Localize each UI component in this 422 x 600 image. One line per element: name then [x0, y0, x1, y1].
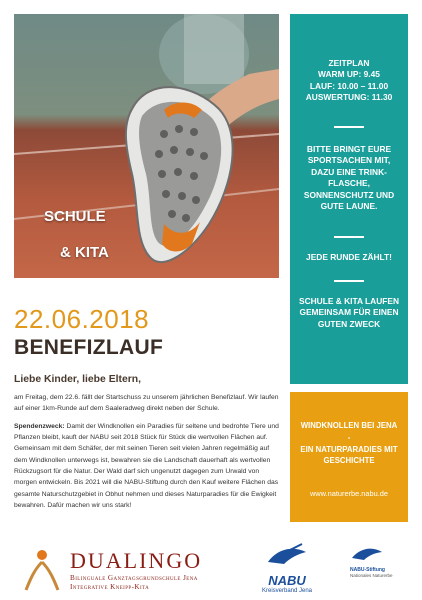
dualingo-subtitle — [70, 574, 198, 592]
schedule-heading: ZEITPLAN — [328, 58, 370, 68]
donation-paragraph — [14, 421, 282, 512]
divider — [334, 126, 364, 128]
every-lap-note: JEDE RUNDE ZÄHLT! — [306, 252, 392, 262]
donation-text: Damit der Windknollen ein Paradies für seltene und bedrohte Tiere und Pflanzen bleibt, kauft der NABU seit 2018 Stück für Stück die wertvollen Flächen auf. Gemeinsam mit dem Schäfer, der mit seinen Tieren seit vielen Jahren regelmäßig auf dem Windknollen unterwegs ist, bewahren sie die Landschaft dauerhaft als wertvollen Rückzugsort für die Natur. Der Wald darf sich ungenutzt dagegen zum Urwald von morgen entwickeln. Bis 2021 will die NABU-Stiftung durch den Kauf weitere Flächen das gesamte Naturschutzgebiet in Obhut nehmen und dieses Naturparadies für die Ewigkeit bewahren. Dafür machen wir uns stark! — [14, 422, 279, 510]
schedule-run: LAUF: 10.00 – 11.00 — [309, 80, 389, 91]
project-subtitle: EIN NATURPARADIES MIT GESCHICHTE — [300, 445, 398, 466]
divider — [334, 280, 364, 282]
schedule-evaluation: AUSWERTUNG: 11.30 — [305, 92, 393, 103]
photo-caption-school: SCHULE — [44, 208, 106, 225]
schedule-warmup: WARM UP: 9.45 — [318, 69, 380, 80]
event-date: 22.06.2018 — [14, 304, 150, 334]
divider — [334, 236, 364, 238]
project-url-link[interactable]: www.naturerbe.nabu.de — [309, 489, 389, 498]
stork-icon — [350, 544, 384, 562]
dualingo-logo-icon — [22, 546, 62, 592]
photo-caption-kita: & KITA — [60, 244, 109, 261]
event-title: BENEFIZLAUF — [14, 336, 164, 359]
nabu-kreisverband-text: Kreisverband Jena — [261, 588, 313, 594]
nabu-word: NABU — [268, 573, 306, 588]
intro-paragraph: am Freitag, dem 22.6. fällt der Startschuss zu unserem jährlichen Benefizlauf. Wir laufen auf einer 1km-Runde auf dem Saaleradweg direkt neben der Schule. — [14, 394, 279, 413]
together-note: SCHULE & KITA LAUFEN GEMEINSAM FÜR EINEN GUTEN ZWECK — [298, 296, 400, 329]
project-panel — [290, 392, 408, 522]
nabu-stiftung-text: NABU-Stiftung — [350, 567, 385, 573]
sponsor-logos — [0, 540, 422, 600]
stork-icon — [264, 542, 310, 568]
nabu-stiftung-subtext: Nationales Naturerbe — [350, 573, 393, 578]
body-text — [14, 392, 282, 517]
donation-label: Spendenzweck: — [14, 422, 65, 430]
dualingo-name: DUALINGO — [70, 548, 203, 573]
project-title: WINDKNOLLEN BEI JENA — [300, 421, 398, 430]
greeting: Liebe Kinder, liebe Eltern, — [14, 374, 142, 385]
bring-note: BITTE BRINGT EURE SPORTSACHEN MIT, DAZU EINE TRINK-FLASCHE, SONNENSCHUTZ UND GUTE LAUNE. — [303, 144, 395, 212]
nabu-stiftung-logo — [350, 544, 412, 578]
nabu-kreisverband-logo — [252, 542, 322, 594]
running-shoe-illustration — [14, 14, 279, 278]
dualingo-sub-school: Bilinguale Ganztagsgrundschule Jena — [70, 574, 198, 582]
dualingo-sub-kita: Integrative Kneipp-Kita — [70, 583, 150, 591]
project-dash: - — [347, 433, 351, 442]
hero-photo — [14, 14, 279, 278]
schedule-panel — [290, 14, 408, 384]
